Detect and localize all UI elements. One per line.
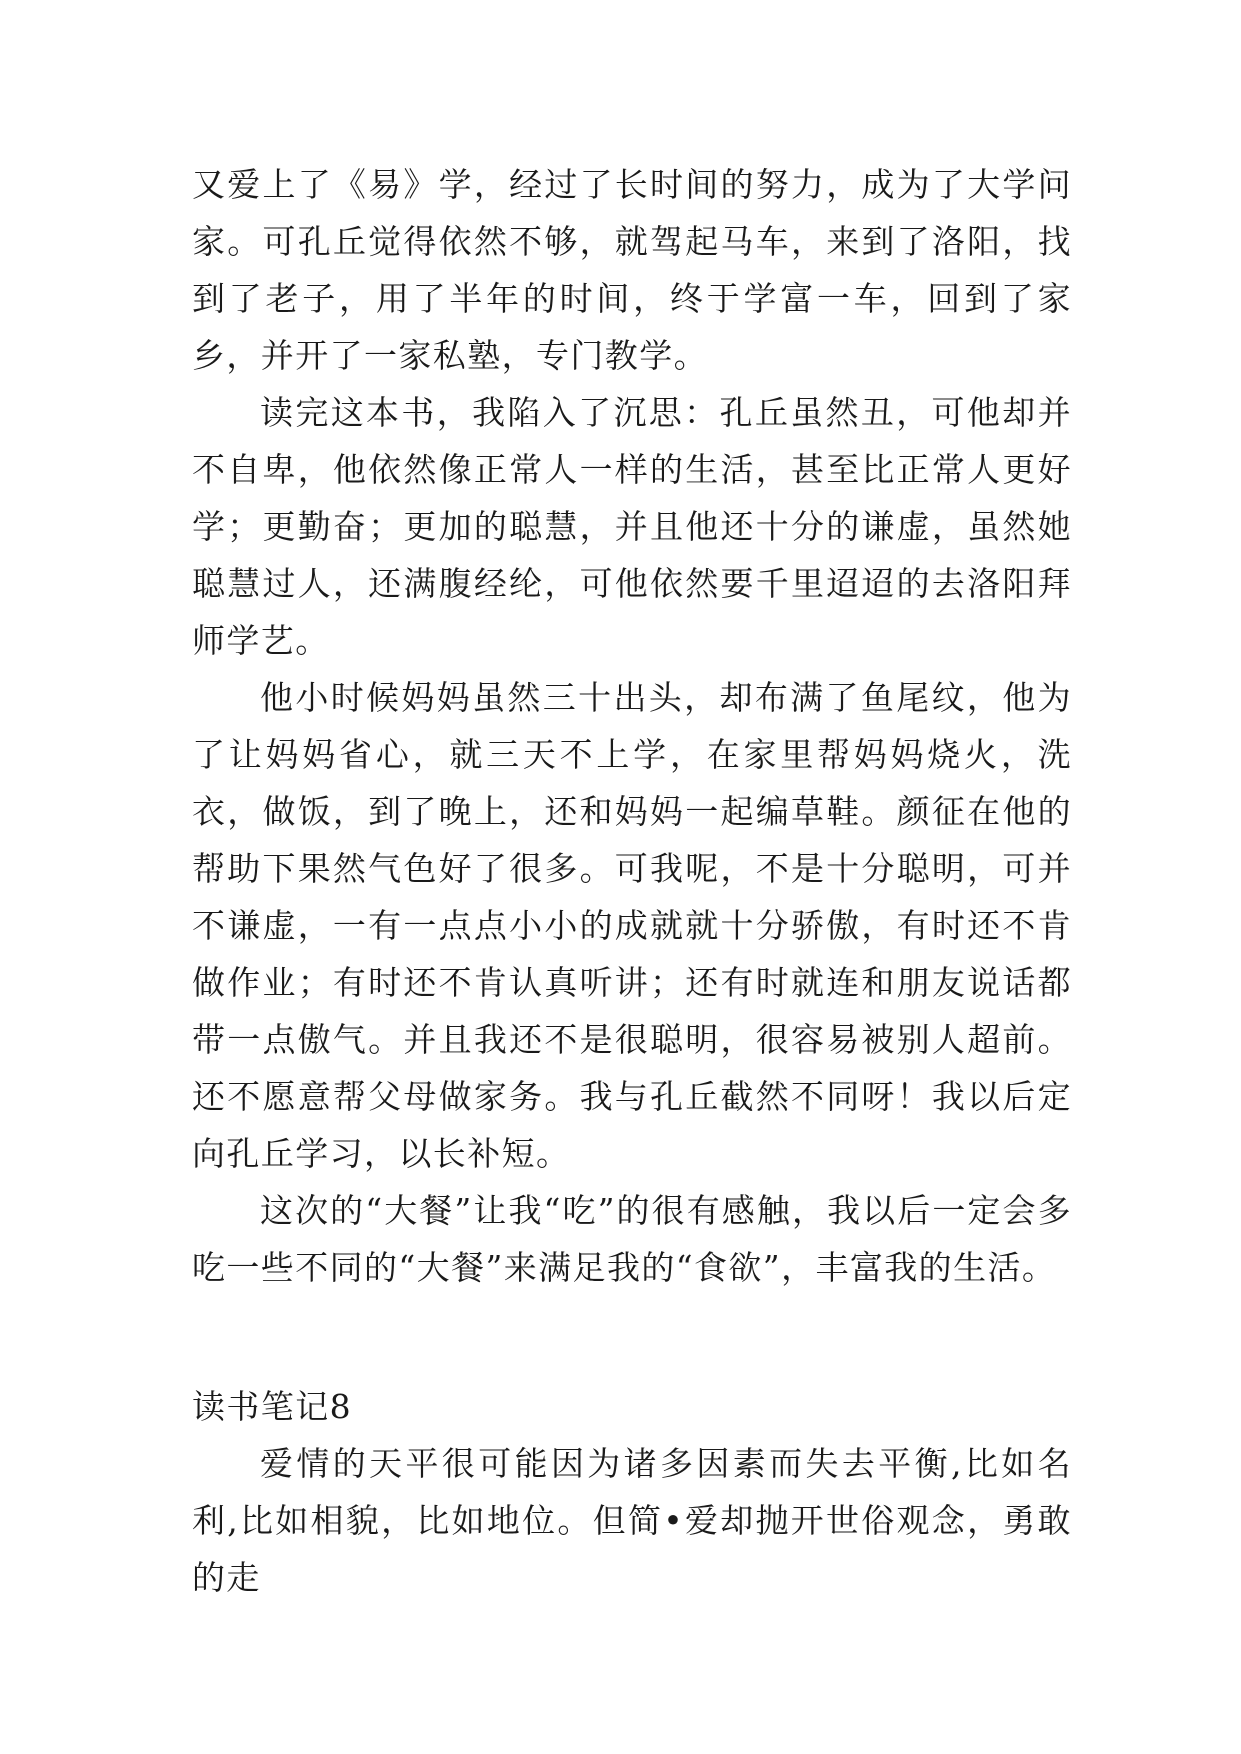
section-heading: 读书笔记8 <box>192 1387 352 1426</box>
paragraph-comparison: 他小时候妈妈虽然三十出头，却布满了鱼尾纹，他为了让妈妈省心，就三天不上学，在家里帮妈妈烧火，洗衣，做饭，到了晚上，还和妈妈一起编草鞋。颜征在他的帮助下果然气色好了很多。可我呢，不是十分聪明，可并不谦虚，一有一点点小小的成就就十分骄傲，有时还不肯做作业；有时还不肯认真听讲；还有时就连和朋友说话都带一点傲气。并且我还不是很聪明，很容易被别人超前。还不愿意帮父母做家务。我与孔丘截然不同呀！我以后定向孔丘学习，以长补短。 <box>192 678 1072 1173</box>
section-paragraph: 爱情的天平很可能因为诸多因素而失去平衡,比如名利,比如相貌，比如地位。但简•爱却抛开世俗观念，勇敢的走 <box>192 1444 1072 1597</box>
essay-body <box>192 156 1072 1296</box>
paragraph-reflection: 读完这本书，我陷入了沉思：孔丘虽然丑，可他却并不自卑，他依然像正常人一样的生活，甚至比正常人更好学；更勤奋；更加的聪慧，并且他还十分的谦虚，虽然她聪慧过人，还满腹经纶，可他依然要千里迢迢的去洛阳拜师学艺。 <box>192 393 1072 660</box>
continued-paragraph: 又爱上了《易》学，经过了长时间的努力，成为了大学问家。可孔丘觉得依然不够，就驾起马车，来到了洛阳，找到了老子，用了半年的时间，终于学富一车，回到了家乡，并开了一家私塾，专门教学。 <box>192 165 1072 375</box>
next-section <box>192 1378 1072 1606</box>
paragraph-conclusion: 这次的“大餐”让我“吃”的很有感触，我以后一定会多吃一些不同的“大餐”来满足我的“食欲”，丰富我的生活。 <box>192 1191 1072 1287</box>
